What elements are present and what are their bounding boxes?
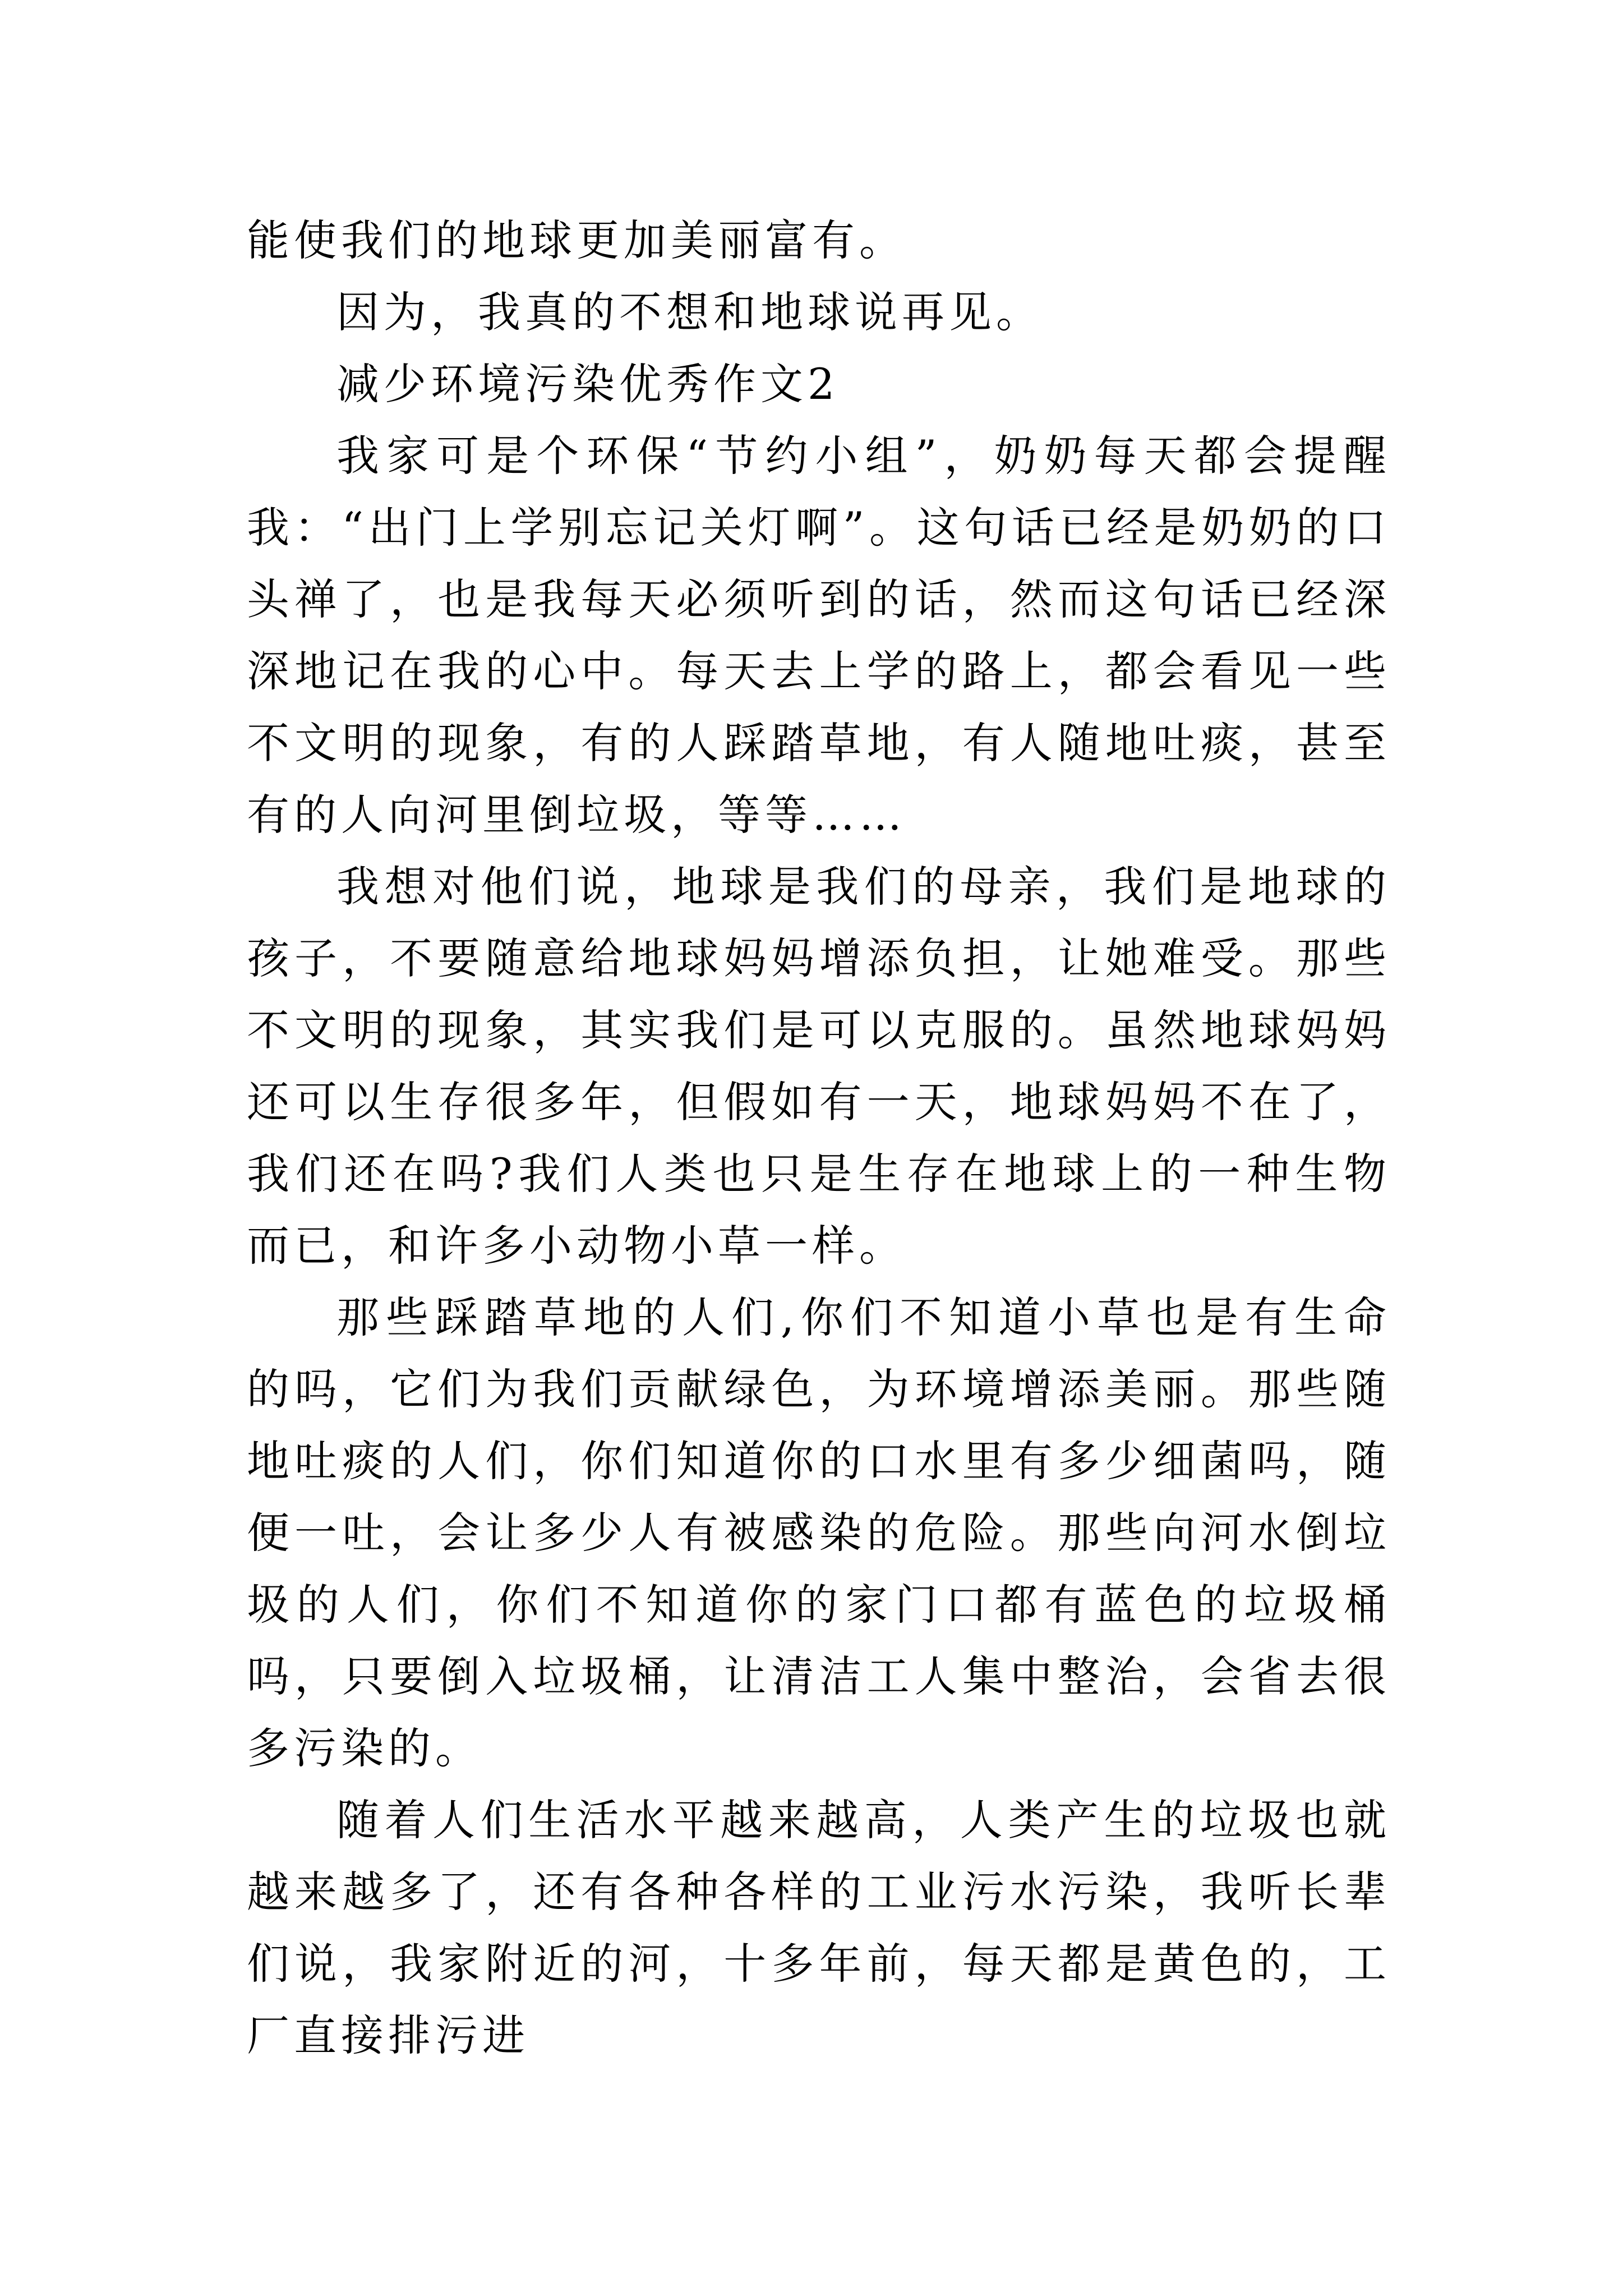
paragraph-continuation: 能使我们的地球更加美丽富有。 (247, 215, 906, 265)
paragraph-goodbye: 因为，我真的不想和地球说再见。 (336, 287, 1043, 337)
document-body (247, 205, 1391, 2072)
paragraph-family: 我家可是个环保“节约小组”，奶奶每天都会提醒我：“出门上学别忘记关灯啊”。这句话已经是奶奶的口头禅了，也是我每天必须听到的话，然而这句话已经深深地记在我的心中。每天去上学的路上，都会看见一些不文明的现象，有的人踩踏草地，有人随地吐痰，甚至有的人向河里倒垃圾，等等…… (247, 431, 1391, 840)
essay-title: 减少环境污染优秀作文2 (336, 359, 840, 409)
paragraph-pollution: 随着人们生活水平越来越高，人类产生的垃圾也就越来越多了，还有各种各样的工业污水污染，我听长辈们说，我家附近的河，十多年前，每天都是黄色的，工厂直接排污进 (247, 1795, 1391, 2060)
paragraph-mother-earth: 我想对他们说，地球是我们的母亲，我们是地球的孩子，不要随意给地球妈妈增添负担，让她难受。那些不文明的现象，其实我们是可以克服的。虽然地球妈妈还可以生存很多年，但假如有一天，地球妈妈不在了，我们还在吗?我们人类也只是生存在地球上的一种生物而已，和许多小动物小草一样。 (247, 862, 1391, 1271)
paragraph-people: 那些踩踏草地的人们,你们不知道小草也是有生命的吗，它们为我们贡献绿色，为环境增添美丽。那些随地吐痰的人们，你们知道你的口水里有多少细菌吗，随便一吐，会让多少人有被感染的危险。那些向河水倒垃圾的人们，你们不知道你的家门口都有蓝色的垃圾桶吗，只要倒入垃圾桶，让清洁工人集中整治，会省去很多污染的。 (247, 1292, 1391, 1773)
